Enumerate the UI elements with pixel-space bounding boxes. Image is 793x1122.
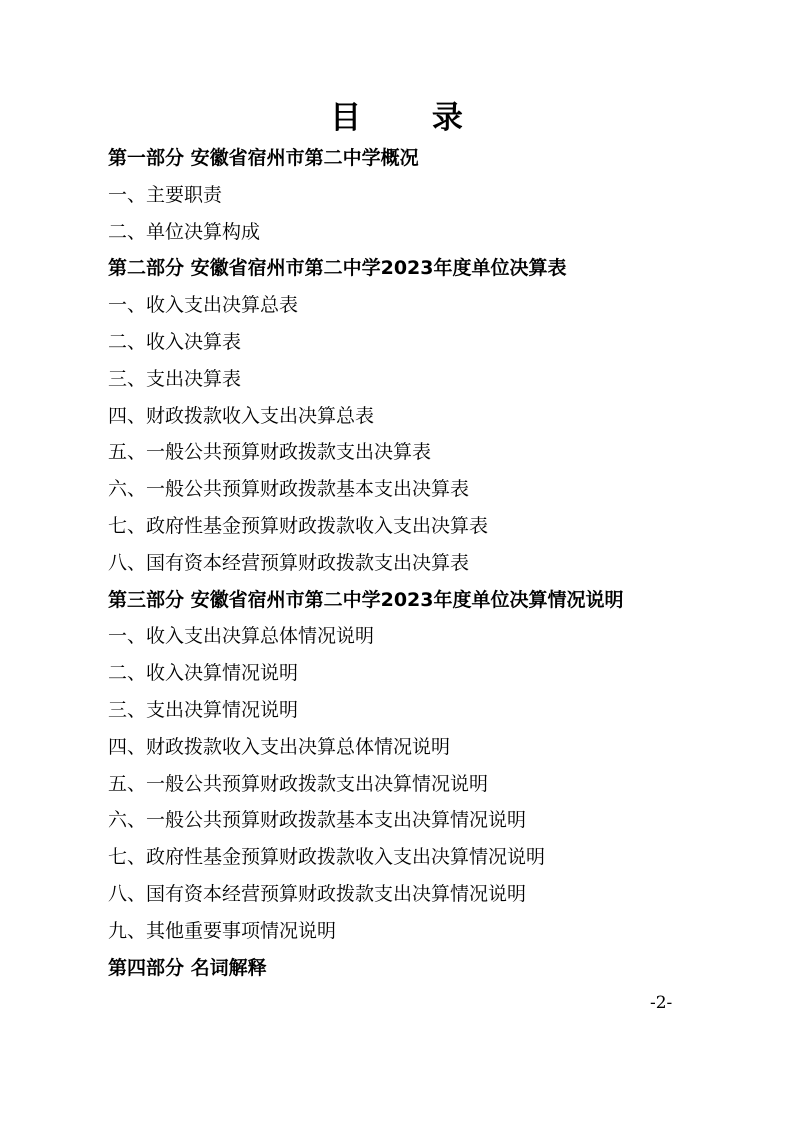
toc-item: 六、一般公共预算财政拨款基本支出决算表: [108, 478, 470, 501]
toc-item: 八、国有资本经营预算财政拨款支出决算表: [108, 551, 470, 574]
toc-item: 二、单位决算构成: [108, 220, 261, 243]
toc-item: 七、政府性基金预算财政拨款收入支出决算表: [108, 514, 489, 537]
toc-item: 五、一般公共预算财政拨款支出决算表: [108, 441, 432, 464]
toc-item: 五、一般公共预算财政拨款支出决算情况说明: [108, 772, 489, 795]
toc-section-2: 第二部分 安徽省宿州市第二中学2023年度单位决算表: [108, 257, 567, 280]
toc-item: 三、支出决算情况说明: [108, 698, 299, 721]
toc-section-4: 第四部分 名词解释: [108, 956, 267, 979]
toc-item: 一、收入支出决算总表: [108, 294, 299, 317]
toc-item: 一、收入支出决算总体情况说明: [108, 625, 375, 648]
toc-section-1: 第一部分 安徽省宿州市第二中学概况: [108, 147, 419, 169]
toc-item: 三、支出决算表: [108, 367, 242, 390]
toc-item: 四、财政拨款收入支出决算总体情况说明: [108, 735, 451, 758]
page-title: 目 录: [330, 100, 493, 136]
table-of-contents: [108, 140, 748, 986]
toc-item: 一、主要职责: [108, 183, 223, 206]
toc-item: 四、财政拨款收入支出决算总表: [108, 404, 375, 427]
toc-item: 八、国有资本经营预算财政拨款支出决算情况说明: [108, 882, 527, 905]
page-number: -2-: [650, 993, 673, 1013]
toc-item: 二、收入决算表: [108, 330, 242, 353]
toc-item: 六、一般公共预算财政拨款基本支出决算情况说明: [108, 809, 527, 832]
toc-section-3: 第三部分 安徽省宿州市第二中学2023年度单位决算情况说明: [108, 588, 624, 611]
toc-item: 七、政府性基金预算财政拨款收入支出决算情况说明: [108, 846, 546, 869]
toc-item: 九、其他重要事项情况说明: [108, 919, 337, 942]
toc-item: 二、收入决算情况说明: [108, 662, 299, 685]
